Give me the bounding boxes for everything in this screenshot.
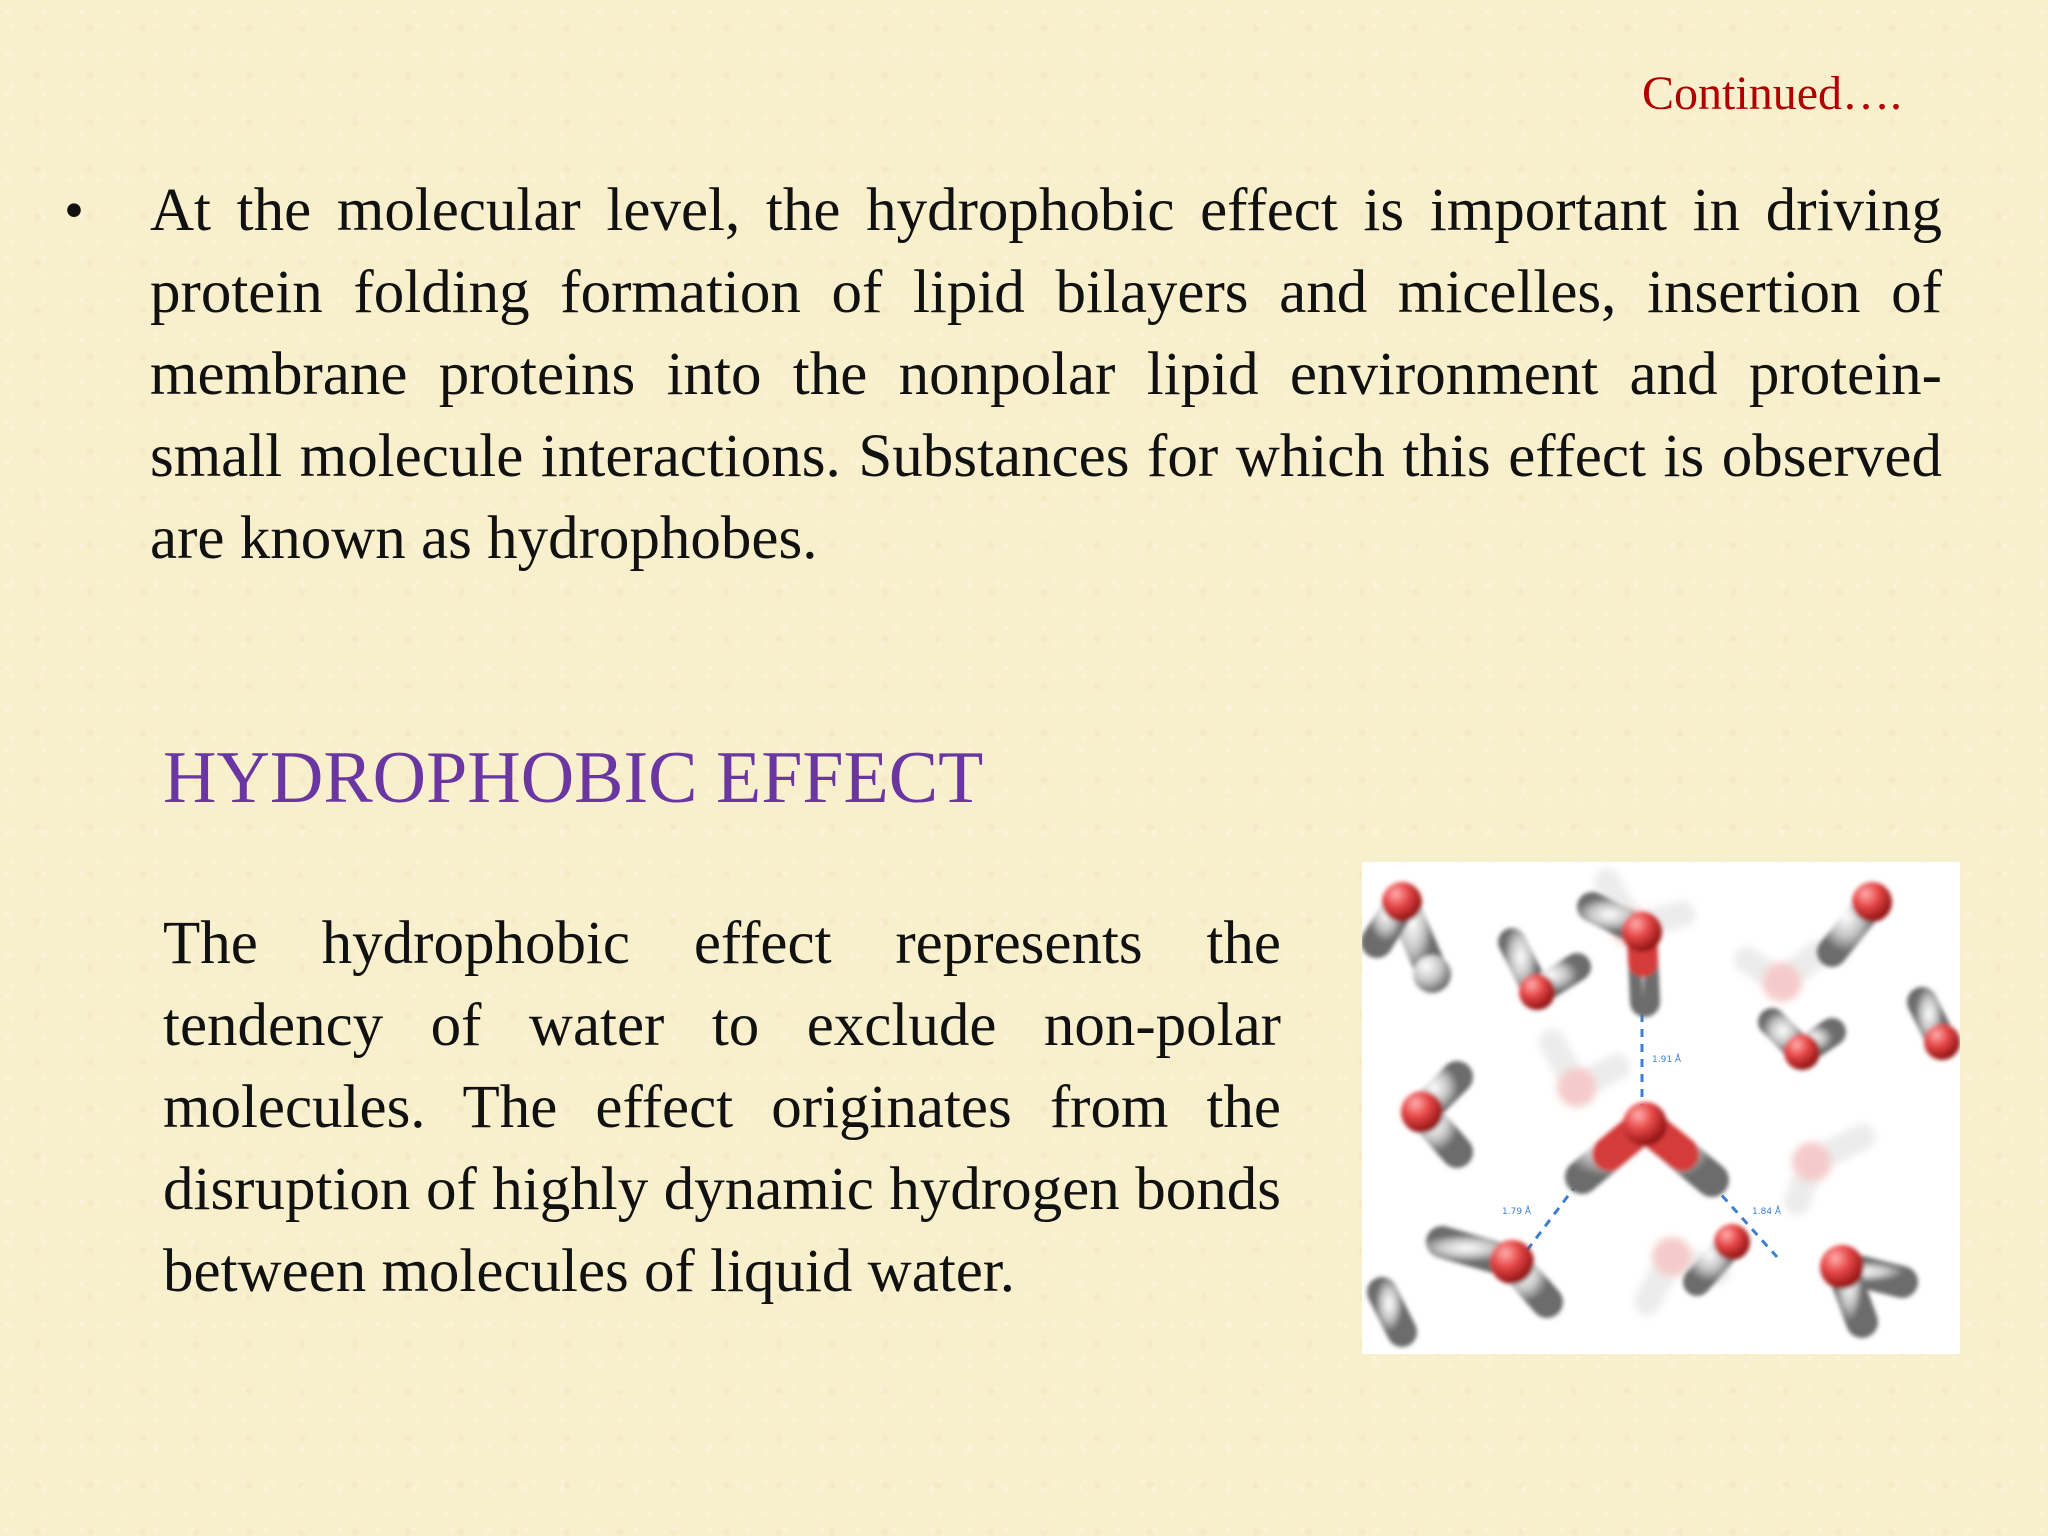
definition-paragraph: The hydrophobic effect represents the tendency of water to exclude non-polar molecules. The effect originates from the disruption of highly dynamic hydrogen bonds between molecules of liquid water. <box>163 910 1281 1305</box>
continued-label: Continued…. <box>1642 67 1902 120</box>
section-heading: HYDROPHOBIC EFFECT <box>163 737 984 819</box>
bond-label-3: 1.84 Å <box>1752 1207 1782 1217</box>
bullet-text: At the molecular level, the hydrophobic effect is important in driving protein folding formation of lipid bilayers and micelles, insertion of membrane proteins into the nonpolar lipid environment and protein-small molecule interactions. Substances for which this effect is observed are known as hydrophobes. <box>150 177 1942 572</box>
water-molecules-image <box>1362 862 1960 1354</box>
bullet-marker: • <box>64 179 84 242</box>
bond-label-1: 1.91 Å <box>1652 1055 1682 1065</box>
bullet-point <box>64 170 1942 580</box>
bond-label-2: 1.79 Å <box>1502 1207 1532 1217</box>
